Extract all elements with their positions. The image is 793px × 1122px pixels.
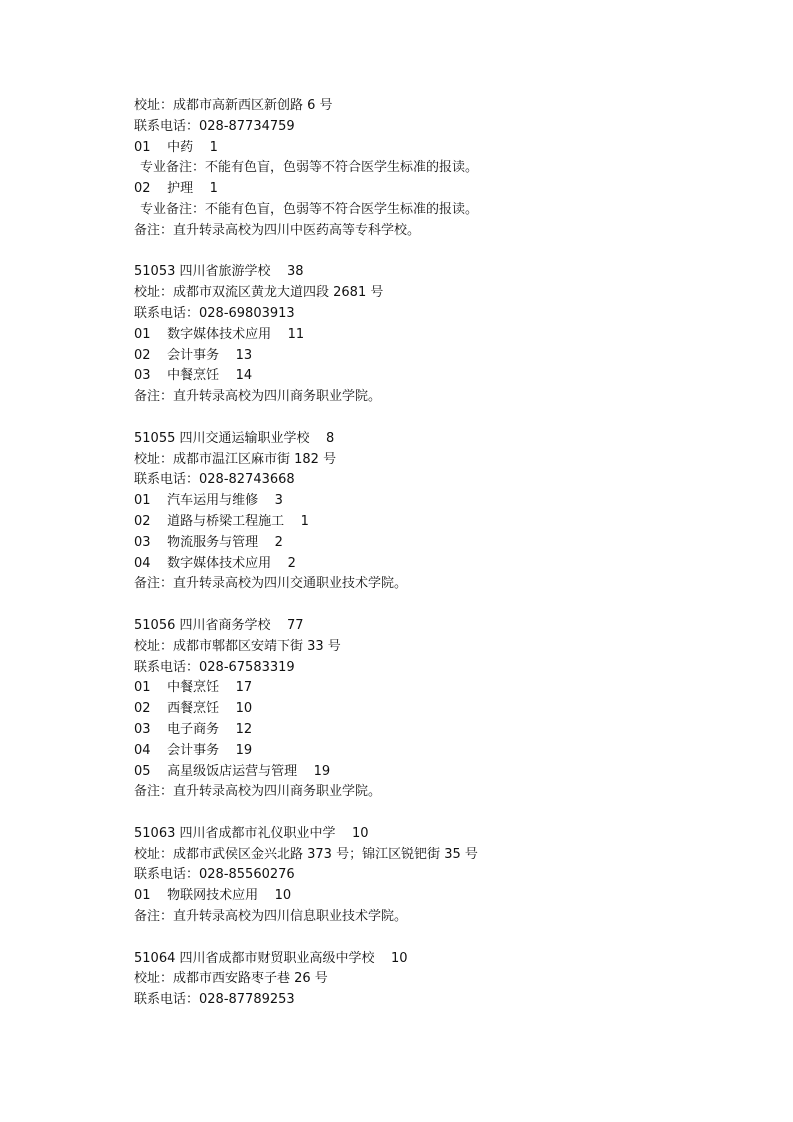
major-line: 01 中药 1: [134, 139, 218, 155]
document-content: [134, 96, 734, 1011]
major-line: 01 汽车运用与维修 3: [134, 493, 283, 509]
school-title: 51064 四川省成都市财贸职业高级中学校 10: [134, 950, 408, 966]
school-remark: 备注：直升转录高校为四川中医药高等专科学校。: [134, 222, 421, 238]
major-line: 02 会计事务 13: [134, 347, 253, 363]
school-address: 校址：成都市西安路枣子巷 26 号: [134, 971, 328, 987]
major-line: 02 道路与桥梁工程施工 1: [134, 513, 309, 529]
school-phone: 联系电话：028-67583319: [134, 659, 295, 675]
school-phone: 联系电话：028-82743668: [134, 472, 295, 488]
section-gap: [134, 408, 734, 429]
school-entry: [134, 616, 734, 803]
section-gap: [134, 595, 734, 616]
school-title: 51063 四川省成都市礼仪职业中学 10: [134, 825, 369, 841]
section-gap: [134, 803, 734, 824]
school-phone: 联系电话：028-69803913: [134, 305, 295, 321]
school-address: 校址：成都市武侯区金兴北路 373 号；锦江区锐钯街 35 号: [134, 846, 478, 862]
school-phone: 联系电话：028-87789253: [134, 992, 295, 1008]
major-line: 05 高星级饭店运营与管理 19: [134, 763, 331, 779]
section-gap: [134, 242, 734, 263]
major-note: 专业备注：不能有色盲，色弱等不符合医学生标准的报读。: [140, 160, 479, 176]
section-gap: [134, 928, 734, 949]
major-note: 专业备注：不能有色盲，色弱等不符合医学生标准的报读。: [140, 201, 479, 217]
school-title: 51055 四川交通运输职业学校 8: [134, 430, 335, 446]
school-address: 校址：成都市温江区麻市街 182 号: [134, 451, 337, 467]
major-line: 02 西餐烹饪 10: [134, 701, 253, 717]
school-title: 51056 四川省商务学校 77: [134, 617, 304, 633]
school-address: 校址：成都市双流区黄龙大道四段 2681 号: [134, 285, 384, 301]
school-address: 校址：成都市郫都区安靖下街 33 号: [134, 638, 341, 654]
school-phone: 联系电话：028-87734759: [134, 118, 295, 134]
major-line: 01 数字媒体技术应用 11: [134, 326, 305, 342]
school-entry: [134, 262, 734, 408]
school-remark: 备注：直升转录高校为四川信息职业技术学院。: [134, 909, 408, 925]
school-remark: 备注：直升转录高校为四川商务职业学院。: [134, 389, 382, 405]
school-entry: [134, 949, 734, 1011]
major-line: 03 中餐烹饪 14: [134, 368, 253, 384]
school-title: 51053 四川省旅游学校 38: [134, 264, 304, 280]
school-remark: 备注：直升转录高校为四川交通职业技术学院。: [134, 576, 408, 592]
major-line: 03 物流服务与管理 2: [134, 534, 283, 550]
school-address: 校址：成都市高新西区新创路 6 号: [134, 98, 333, 113]
major-line: 02 护理 1: [134, 181, 218, 197]
major-line: 01 中餐烹饪 17: [134, 680, 253, 696]
school-remark: 备注：直升转录高校为四川商务职业学院。: [134, 784, 382, 800]
school-entry: [134, 824, 734, 928]
major-line: 04 会计事务 19: [134, 742, 253, 758]
major-line: 03 电子商务 12: [134, 721, 253, 737]
major-line: 01 物联网技术应用 10: [134, 888, 292, 904]
intro-section: [134, 96, 734, 242]
school-phone: 联系电话：028-85560276: [134, 867, 295, 883]
school-entry: [134, 429, 734, 595]
major-line: 04 数字媒体技术应用 2: [134, 555, 296, 571]
